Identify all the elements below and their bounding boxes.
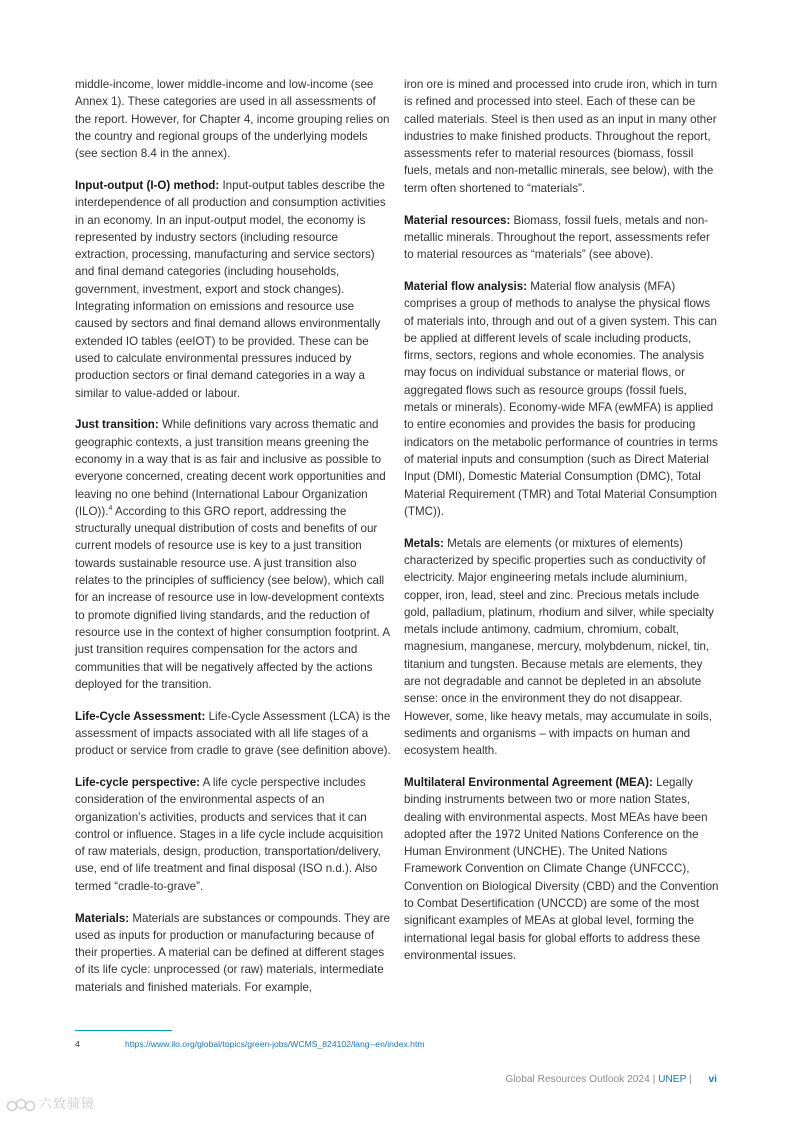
org-name: UNEP	[658, 1074, 687, 1085]
glossary-term: Metals:	[404, 536, 444, 550]
glossary-term: Just transition:	[75, 418, 159, 432]
glossary-entry-metals	[404, 535, 720, 760]
glossary-definition: Legally binding instruments between two or more nation States, dealing with environmental aspects. Most MEAs have been adopted after the 1972 United Nations Conference on the Human Environment (UNCHE). The United Nations Framework Convention on Climate Change (UNFCCC), Convention on Biological Diversity (CBD) and the Convention to Combat Desertification (UNCCD) are some of the most significant examples of MEAs at global level, forming the international legal basis for global efforts to address these environmental issues.	[404, 775, 719, 962]
glossary-definition: Biomass, fossil fuels, metals and non-metallic minerals. Throughout the report, assessments refer to material resources as “materials” (see above).	[404, 213, 710, 262]
footnote-reference[interactable]: 4	[108, 504, 113, 512]
page-number: vi	[708, 1074, 717, 1085]
glossary-definition: Metals are elements (or mixtures of elements) characterized by specific properties such as conductivity of electricity. Major engineering metals include aluminium, copper, iron, lead, steel and zinc. Precious metals include gold, palladium, platinum, rhodium and silver, while specialty metals include antimony, cadmium, chromium, cobalt, magnesium, manganese, mercury, molybdenum, nickel, tin, titanium and tungsten. Because metals are elements, they are not degradable and cannot be depleted in an absolute sense: once in the environment they do not disappear. However, some, like heavy metals, may accumulate in soils, sediments and organisms – with impacts on human and ecosystem health.	[404, 536, 714, 758]
footnote-divider	[75, 1030, 172, 1031]
glossary-definition: Life-Cycle Assessment (LCA) is the assessment of impacts associated with all life stages of a product or service from cradle to grave (see definition above).	[75, 709, 391, 758]
continuation-paragraph: iron ore is mined and processed into crude iron, which in turn is refined and processed into steel. Each of these can be called materials. Steel is then used as an input in many other industries to make finished products. Throughout the report, assessments refer to material resources (biomass, fossil fuels, metals and non-metallic minerals, see below), with the term often shortened to “materials”.	[404, 78, 718, 195]
glossary-entry-materials	[75, 910, 391, 996]
glossary-entry-life-cycle-assessment	[75, 708, 391, 760]
glossary-entry-mea	[404, 774, 720, 964]
glossary-entry-input-output	[75, 177, 391, 402]
glossary-definition-continued: According to this GRO report, addressing the structurally unequal distribution of costs and benefits of our current models of resource use is key to a just transition towards sustainable resource use. A just transition also relates to the principles of sufficiency (see below), which call for an increase of resource use in low-development contexts to promote dignified living standards, and the reduction of resource use in the context of higher consumption footprint. A just transition requires compensation for the actors and communities that will be negatively affected by the actions deployed for the transition.	[75, 504, 390, 691]
glossary-definition: Materials are substances or compounds. They are used as inputs for production or manufacturing because of their properties. A material can be defined at different stages of its life cycle: unprocessed (or raw) materials, intermediate materials and finished materials. For example,	[75, 911, 390, 994]
glossary-term: Materials:	[75, 911, 130, 925]
page-footer	[505, 1073, 717, 1087]
footnote-number: 4	[75, 1039, 80, 1049]
watermark	[6, 1096, 95, 1112]
watermark-text: 六致骑镜	[39, 1096, 96, 1111]
glossary-term: Life-Cycle Assessment:	[75, 709, 206, 723]
footer-separator: |	[686, 1074, 695, 1085]
glossary-definition: While definitions vary across thematic and geographic contexts, a just transition means greening the economy in a way that is as fair and inclusive as possible to everyone concerned, creating decent work opportunities and leaving no one behind (International Labour Organization (ILO)).	[75, 418, 386, 518]
right-column	[404, 76, 720, 979]
footnote-link[interactable]: https://www.ilo.org/global/topics/green-jobs/WCMS_824102/lang--en/index.htm	[125, 1039, 425, 1049]
glossary-term: Material flow analysis:	[404, 279, 528, 293]
glossary-entry-material-resources	[404, 212, 720, 264]
watermark-logo-icon	[6, 1098, 36, 1112]
glossary-definition: A life cycle perspective includes consideration of the environmental aspects of an organization’s activities, products and services that it can control or influence. Stages in a life cycle include acquisition of raw materials, design, production, transportation/delivery, use, end of life treatment and final disposal (ISO n.d.). Also termed “cradle-to-grave”.	[75, 775, 384, 893]
intro-paragraph: middle-income, lower middle-income and low-income (see Annex 1). These categories are used in all assessments of the report. However, for Chapter 4, income grouping relies on the country and regional groups of the underlying models (see section 8.4 in the annex).	[75, 78, 390, 161]
glossary-term: Life-cycle perspective:	[75, 775, 201, 789]
glossary-term: Multilateral Environmental Agreement (MEA):	[404, 775, 653, 789]
glossary-entry-life-cycle-perspective	[75, 774, 391, 895]
glossary-entry-material-flow-analysis	[404, 278, 720, 520]
left-column	[75, 76, 391, 1011]
glossary-entry-just-transition	[75, 416, 391, 693]
publication-title: Global Resources Outlook 2024 |	[505, 1074, 659, 1085]
glossary-definition: Input-output tables describe the interdependence of all production and consumption activities in an economy. In an input-output model, the economy is represented by industry sectors (including resource extraction, processing, manufacturing and service sectors) and final demand categories (including households, government, investment, export and stock changes). Integrating information on emissions and resource use caused by sectors and final demand allows environmentally extended IO tables (eeIOT) to be provided. These can be used to calculate environmental pressures induced by production sectors or final demand categories in a way a similar to value-added or labour.	[75, 178, 386, 400]
glossary-definition: Material flow analysis (MFA) comprises a group of methods to analyse the physical flows of materials into, through and out of a given system. This can be applied at different levels of scale including products, firms, sectors, regions and whole economies. The analysis may focus on individual substance or material flows, or aggregated flows such as resource groups (fossil fuels, metals or minerals). Economy-wide MFA (ewMFA) is applied to entire economies and provides the basis for producing indicators on the metabolic performance of countries in terms of material inputs and consumption (such as Direct Material Input (DMI), Domestic Material Consumption (DMC), Total Material Requirement (TMR) and Total Material Consumption (TMC)).	[404, 279, 718, 518]
glossary-term: Input-output (I-O) method:	[75, 178, 220, 192]
glossary-term: Material resources:	[404, 213, 511, 227]
footnote	[75, 1038, 725, 1050]
